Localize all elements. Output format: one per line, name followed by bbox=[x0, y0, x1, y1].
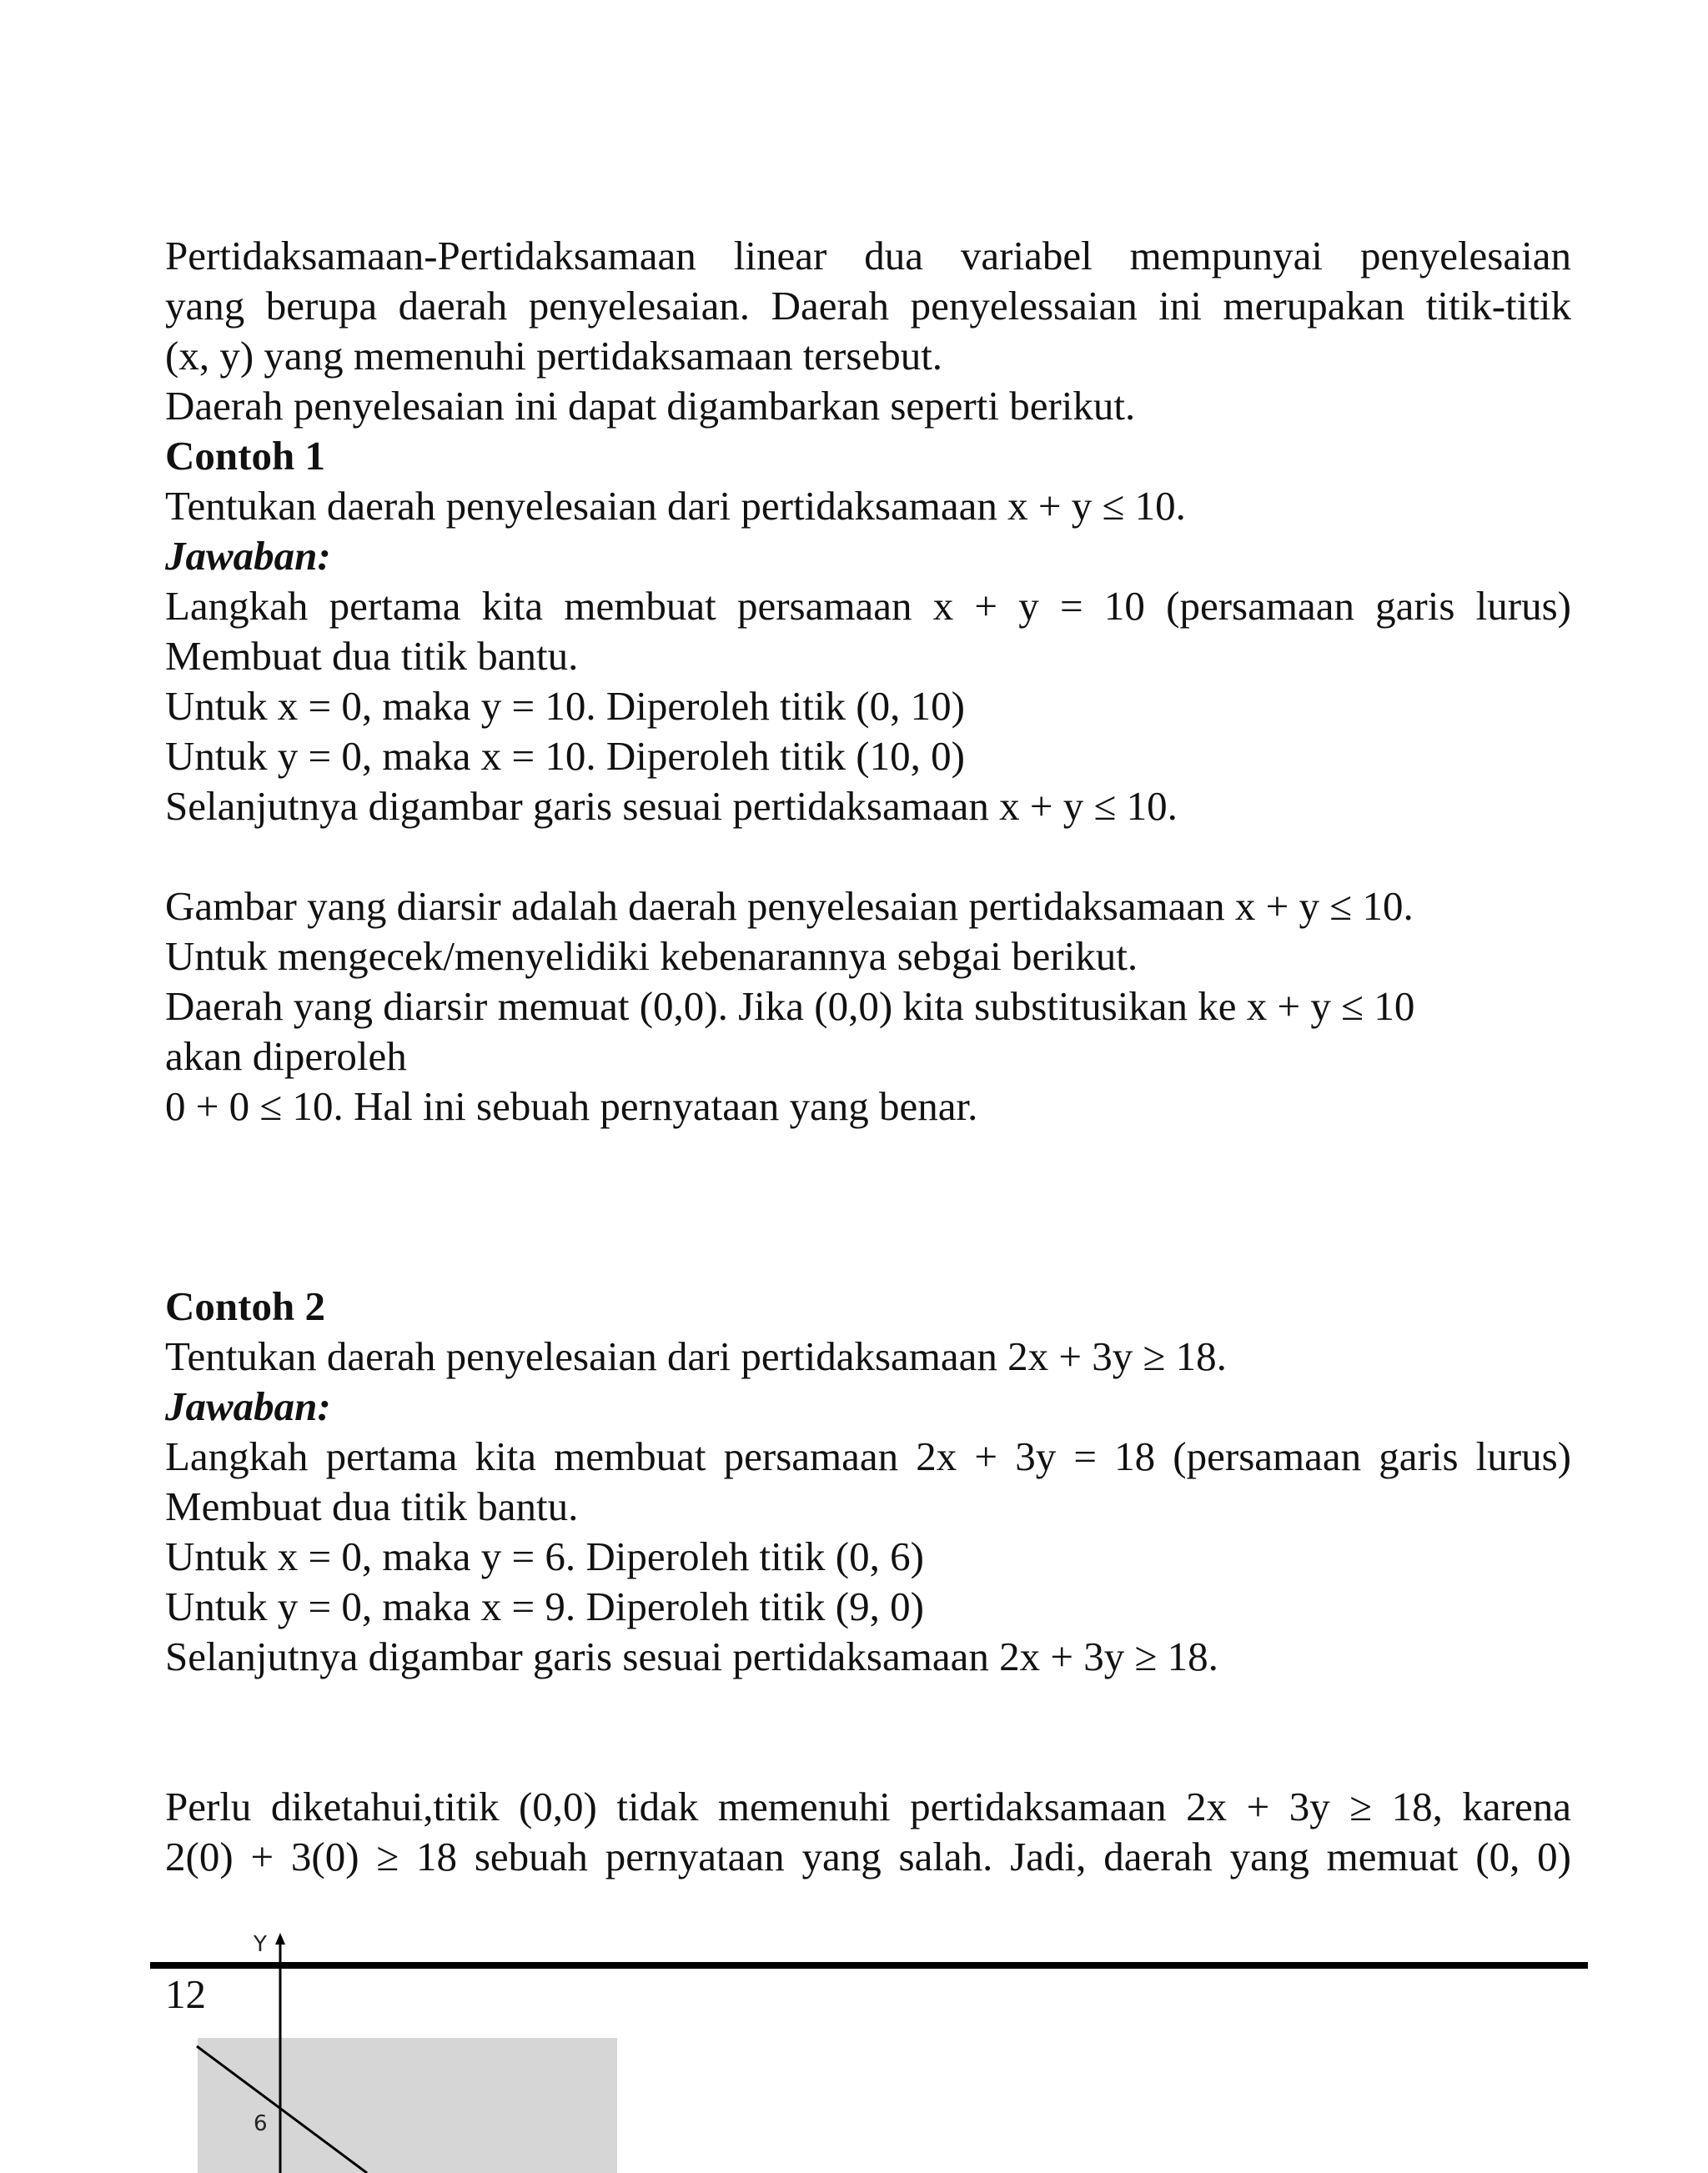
y-axis-label: Y bbox=[254, 1932, 267, 1957]
example-2-question: Tentukan daerah penyelesaian dari pertidaksamaan 2x + 3y ≥ 18. bbox=[165, 1333, 1227, 1379]
example-1-question: Tentukan daerah penyelesaian dari pertidaksamaan x + y ≤ 10. bbox=[165, 483, 1186, 529]
page-number: 12 bbox=[165, 1971, 206, 2017]
example-1-note-2: Untuk mengecek/menyelidiki kebenarannya sebgai berikut. bbox=[165, 933, 1138, 979]
shaded-region bbox=[198, 2038, 617, 2173]
example-2-note-2: 2(0) + 3(0) ≥ 18 sebuah pernyataan yang salah. Jadi, daerah yang memuat (0, 0) bbox=[165, 1834, 1571, 1879]
y-tick-label-6: 6 bbox=[254, 2111, 268, 2136]
example-1-step-4: Untuk y = 0, maka x = 10. Diperoleh titik (10, 0) bbox=[165, 733, 965, 779]
example-1-note-5: 0 + 0 ≤ 10. Hal ini sebuah pernyataan yang benar. bbox=[165, 1083, 978, 1129]
example-1-note-1: Gambar yang diarsir adalah daerah penyelesaian pertidaksamaan x + y ≤ 10. bbox=[165, 883, 1414, 929]
example-1-step-1: Langkah pertama kita membuat persamaan x + y = 10 (persamaan garis lurus) bbox=[165, 583, 1571, 629]
example-2-answer-label: Jawaban: bbox=[165, 1383, 331, 1429]
example-2-step-4: Untuk y = 0, maka x = 9. Diperoleh titik (9, 0) bbox=[165, 1583, 924, 1629]
example-2-step-3: Untuk x = 0, maka y = 6. Diperoleh titik (0, 6) bbox=[165, 1533, 924, 1579]
example-1-note-4: akan diperoleh bbox=[165, 1033, 407, 1079]
intro-line-3: (x, y) yang memenuhi pertidaksamaan tersebut. bbox=[165, 333, 943, 379]
example-1-note-3: Daerah yang diarsir memuat (0,0). Jika (0,0) kita substitusikan ke x + y ≤ 10 bbox=[165, 983, 1415, 1029]
example-2-step-5: Selanjutnya digambar garis sesuai pertidaksamaan 2x + 3y ≥ 18. bbox=[165, 1634, 1218, 1679]
example-2-note-1: Perlu diketahui,titik (0,0) tidak memenuhi pertidaksamaan 2x + 3y ≥ 18, karena bbox=[165, 1784, 1571, 1829]
intro-line-4: Daerah penyelesaian ini dapat digambarkan seperti berikut. bbox=[165, 383, 1136, 429]
example-1-answer-label: Jawaban: bbox=[165, 533, 331, 579]
intro-line-1: Pertidaksamaan-Pertidaksamaan linear dua variabel mempunyai penyelesaian bbox=[165, 233, 1571, 279]
intro-line-2: yang berupa daerah penyelesaian. Daerah penyelessaian ini merupakan titik-titik bbox=[165, 283, 1571, 329]
example-2-heading: Contoh 2 bbox=[165, 1283, 325, 1329]
example-1-step-5: Selanjutnya digambar garis sesuai pertidaksamaan x + y ≤ 10. bbox=[165, 783, 1178, 829]
example-1-step-3: Untuk x = 0, maka y = 10. Diperoleh titik (0, 10) bbox=[165, 683, 965, 729]
y-axis-arrow bbox=[275, 1933, 285, 1945]
example-1-heading: Contoh 1 bbox=[165, 433, 325, 479]
example-1-step-2: Membuat dua titik bantu. bbox=[165, 633, 579, 679]
example-2-step-2: Membuat dua titik bantu. bbox=[165, 1483, 579, 1529]
example-2-step-1: Langkah pertama kita membuat persamaan 2x + 3y = 18 (persamaan garis lurus) bbox=[165, 1433, 1571, 1479]
footer-rule bbox=[150, 1962, 1588, 1969]
